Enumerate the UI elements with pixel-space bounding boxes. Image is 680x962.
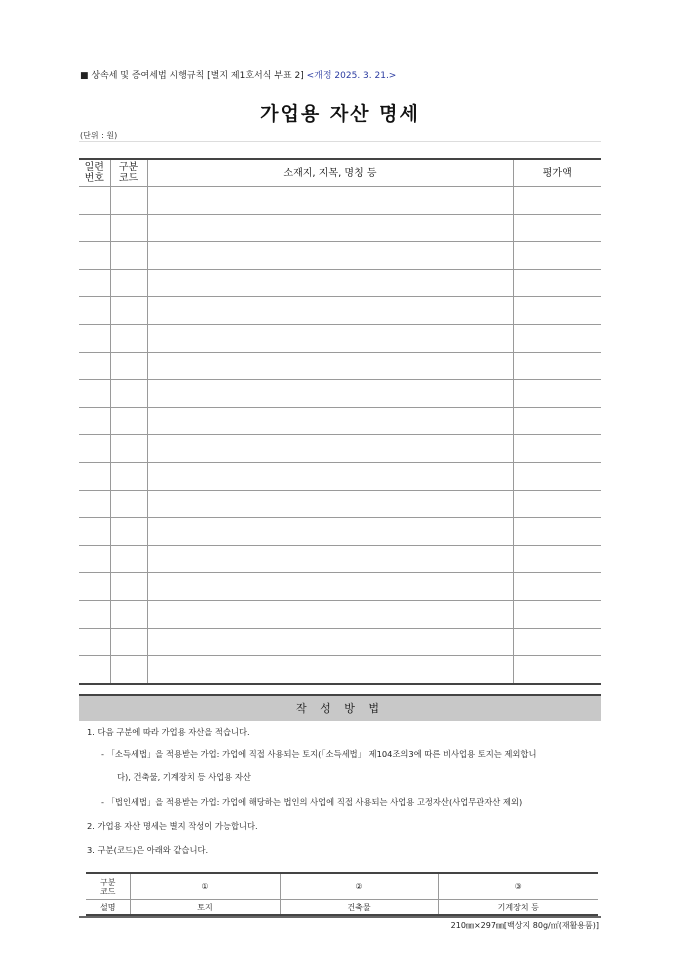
instruction-1-sub2: - 「법인세법」을 적용받는 가업: 가업에 해당하는 법인의 사업에 직접 사용되는 사업용 고정자산(사업무관자산 제외)	[101, 797, 523, 807]
category-code-cell[interactable]	[110, 600, 147, 628]
serial-number-cell[interactable]	[79, 435, 110, 463]
instruction-3: 3. 구분(코드)은 아래와 같습니다.	[87, 845, 209, 855]
description-header: 설명	[86, 900, 130, 916]
location-name-cell[interactable]	[147, 242, 513, 270]
location-name-cell[interactable]	[147, 545, 513, 573]
serial-number-cell[interactable]	[79, 214, 110, 242]
serial-number-cell[interactable]	[79, 573, 110, 601]
category-code-cell[interactable]	[110, 490, 147, 518]
table-row	[79, 518, 601, 546]
revision-date: <개정 2025. 3. 21.>	[306, 71, 397, 81]
location-name-cell[interactable]	[147, 187, 513, 215]
serial-number-cell[interactable]	[79, 407, 110, 435]
table-row	[79, 324, 601, 352]
table-row	[79, 187, 601, 215]
valuation-cell[interactable]	[513, 407, 601, 435]
asset-rows	[79, 187, 601, 684]
table-row	[79, 269, 601, 297]
valuation-cell[interactable]	[513, 490, 601, 518]
category-code-cell[interactable]	[110, 407, 147, 435]
code-3: ③	[438, 873, 598, 900]
valuation-cell[interactable]	[513, 297, 601, 325]
page-title: 가업용 자산 명세	[260, 103, 420, 125]
table-row	[79, 214, 601, 242]
location-name-cell[interactable]	[147, 573, 513, 601]
serial-number-cell[interactable]	[79, 242, 110, 270]
serial-number-cell[interactable]	[79, 380, 110, 408]
description-row	[86, 900, 598, 916]
valuation-cell[interactable]	[513, 380, 601, 408]
serial-number-cell[interactable]	[79, 187, 110, 215]
location-name-cell[interactable]	[147, 435, 513, 463]
table-row	[79, 435, 601, 463]
serial-number-cell[interactable]	[79, 324, 110, 352]
table-row	[79, 380, 601, 408]
location-name-cell[interactable]	[147, 628, 513, 656]
category-code-cell[interactable]	[110, 380, 147, 408]
serial-number-cell[interactable]	[79, 352, 110, 380]
table-row	[79, 242, 601, 270]
table-row	[79, 600, 601, 628]
code-row	[86, 873, 598, 900]
location-name-cell[interactable]	[147, 518, 513, 546]
asset-table	[79, 158, 601, 685]
category-code-cell[interactable]	[110, 269, 147, 297]
valuation-cell[interactable]	[513, 573, 601, 601]
valuation-cell[interactable]	[513, 435, 601, 463]
code-2: ②	[280, 873, 438, 900]
valuation-cell[interactable]	[513, 600, 601, 628]
instruction-1-sub1-cont: 다), 건축물, 기계장치 등 사업용 자산	[117, 772, 251, 782]
category-code-cell[interactable]	[110, 518, 147, 546]
category-code-cell[interactable]	[110, 573, 147, 601]
col-category-code: 구분 코드	[110, 159, 147, 187]
serial-number-cell[interactable]	[79, 269, 110, 297]
serial-number-cell[interactable]	[79, 462, 110, 490]
col-location-name: 소재지, 지목, 명칭 등	[147, 159, 513, 187]
location-name-cell[interactable]	[147, 214, 513, 242]
table-row	[79, 462, 601, 490]
valuation-cell[interactable]	[513, 269, 601, 297]
category-code-cell[interactable]	[110, 187, 147, 215]
location-name-cell[interactable]	[147, 490, 513, 518]
category-code-cell[interactable]	[110, 214, 147, 242]
serial-number-cell[interactable]	[79, 656, 110, 684]
serial-number-cell[interactable]	[79, 545, 110, 573]
code-1: ①	[130, 873, 280, 900]
location-name-cell[interactable]	[147, 407, 513, 435]
bottom-divider	[79, 916, 601, 918]
serial-number-cell[interactable]	[79, 490, 110, 518]
location-name-cell[interactable]	[147, 269, 513, 297]
instruction-1: 1. 다음 구분에 따라 가업용 자산을 적습니다.	[87, 727, 250, 737]
valuation-cell[interactable]	[513, 324, 601, 352]
form-reference	[80, 68, 396, 81]
category-code-cell[interactable]	[110, 628, 147, 656]
instruction-2: 2. 가업용 자산 명세는 별지 작성이 가능합니다.	[87, 821, 258, 831]
instruction-1-sub1: - 「소득세법」을 적용받는 가업: 가업에 직접 사용되는 토지(「소득세법」 제104조의3에 따른 비사업용 토지는 제외합니	[101, 749, 537, 759]
category-code-cell[interactable]	[110, 435, 147, 463]
paper-spec: 210㎜×297㎜[백상지 80g/㎡(재활용품)]	[450, 921, 599, 930]
instructions-title: 작 성 방 법	[79, 694, 601, 721]
category-code-cell[interactable]	[110, 297, 147, 325]
location-name-cell[interactable]	[147, 352, 513, 380]
description-1: 토지	[130, 900, 280, 916]
valuation-cell[interactable]	[513, 214, 601, 242]
unit-label: (단위 : 원)	[80, 131, 118, 140]
valuation-cell[interactable]	[513, 656, 601, 684]
col-valuation: 평가액	[513, 159, 601, 187]
serial-number-cell[interactable]	[79, 628, 110, 656]
category-code-cell[interactable]	[110, 324, 147, 352]
category-code-cell[interactable]	[110, 545, 147, 573]
serial-number-cell[interactable]	[79, 297, 110, 325]
category-code-cell[interactable]	[110, 352, 147, 380]
table-row	[79, 573, 601, 601]
valuation-cell[interactable]	[513, 628, 601, 656]
table-row	[79, 407, 601, 435]
table-header-row	[79, 159, 601, 187]
valuation-cell[interactable]	[513, 187, 601, 215]
code-table	[86, 872, 598, 916]
table-row	[79, 490, 601, 518]
table-row	[79, 628, 601, 656]
code-header: 구분 코드	[86, 873, 130, 900]
valuation-cell[interactable]	[513, 462, 601, 490]
category-code-cell[interactable]	[110, 242, 147, 270]
location-name-cell[interactable]	[147, 600, 513, 628]
valuation-cell[interactable]	[513, 352, 601, 380]
divider	[79, 141, 601, 142]
description-2: 건축물	[280, 900, 438, 916]
table-row	[79, 545, 601, 573]
location-name-cell[interactable]	[147, 656, 513, 684]
location-name-cell[interactable]	[147, 324, 513, 352]
serial-number-cell[interactable]	[79, 600, 110, 628]
valuation-cell[interactable]	[513, 242, 601, 270]
category-code-cell[interactable]	[110, 656, 147, 684]
table-row	[79, 352, 601, 380]
table-row	[79, 656, 601, 684]
location-name-cell[interactable]	[147, 297, 513, 325]
valuation-cell[interactable]	[513, 545, 601, 573]
col-serial-number: 일련 번호	[79, 159, 110, 187]
table-row	[79, 297, 601, 325]
serial-number-cell[interactable]	[79, 518, 110, 546]
form-reference-text: ■ 상속세 및 증여세법 시행규칙 [별지 제1호서식 부표 2]	[80, 71, 304, 81]
location-name-cell[interactable]	[147, 462, 513, 490]
location-name-cell[interactable]	[147, 380, 513, 408]
description-3: 기계장치 등	[438, 900, 598, 916]
category-code-cell[interactable]	[110, 462, 147, 490]
valuation-cell[interactable]	[513, 518, 601, 546]
